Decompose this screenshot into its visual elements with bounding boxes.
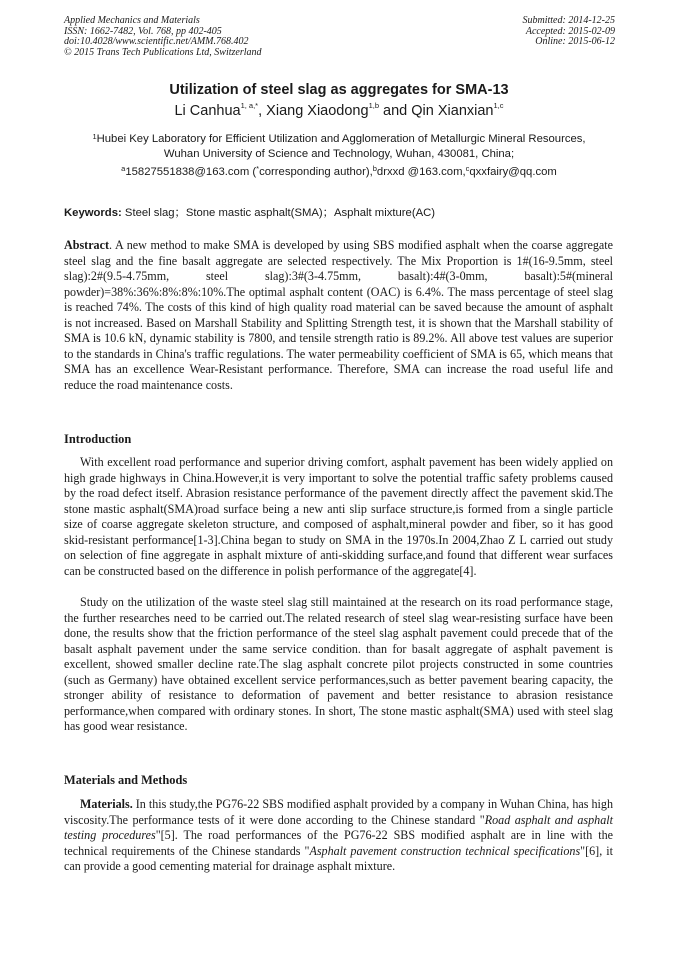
- journal-issn: ISSN: 1662-7482, Vol. 768, pp 402-405: [64, 25, 222, 37]
- abstract-text: . A new method to make SMA is developed by using SBS modified asphalt when the coarse aggregate steel slag and the fine basalt aggregate are selected respectively. The Mix Proportion is 1#(16-9.5mm, steel slag):2#(9.5-4.75mm, steel slag):3#(3-4.75mm, basalt):4#(3-0mm, basalt):5#(mineral powder)=38%:36%:8%:8%:10%.The optimal asphalt content (OAC) is 6.4%. The mass percentage of steel slag is reached 74%. The costs of this kind of high quality road material can be saved because the amount of asphalt is not increased. Based on Marshall Stability and Splitting Strength test, it is shown that the Marshall stability of SMA is 10.6 kN, dynamic stability is 7800, and tensile strength ratio is 89.2%. All above test values are superior to the standards in China's traffic regulations. The water permeability coefficient of SMA is 65, which means that SMA has an excellence Wear-Resistant performance. Therefore, SMA can increase the road useful life and reduce the road maintenance costs.: [64, 238, 613, 392]
- submission-dates: [395, 16, 615, 48]
- materials-label: Materials.: [80, 797, 133, 811]
- standard-title: Asphalt pavement construction technical specifications: [309, 843, 581, 858]
- submitted-date: Submitted: 2014-12-25: [522, 15, 615, 26]
- journal-name: Applied Mechanics and Materials: [64, 15, 200, 26]
- email-b: drxxd @163.com,: [376, 166, 466, 178]
- journal-info: [64, 16, 384, 58]
- affiliation-line: Wuhan University of Science and Technology, Wuhan, 430081, China;: [163, 147, 515, 160]
- author-emails: $^a$15827551838@163.com (*corresponding author),$^b$drxxd @163.com,$^c$qxxfairy@qq.com: [121, 164, 557, 178]
- introduction-paragraph-2: Study on the utilization of the waste steel slag still maintained at the research on its road performance stage, the further researches need to be carried out.The related research of steel slag wear-resisting surface have been done, the results show that the friction performance of the steel slag asphalt pavement could precede that of the basalt asphalt pavement under the same service condition. than for basalt aggregate of asphalt pavement is excellent, showed smaller decline rate.The slag asphalt concrete pilot projects constructed in some countries (such as Germany) have obtained excellent service performances,such as better pavement bearing capacity, the stronger ability of resistance to deformation of pavement and better resistance to abrasion resistance performance,when compared with ordinary stones. In short, The stone mastic asphalt(SMA) used with steel slag has good wear resistance.: [64, 595, 613, 733]
- author-separator: and: [379, 103, 412, 119]
- introduction-paragraph-1: With excellent road performance and superior driving comfort, asphalt pavement has been widely applied on high grade highways in China.However,it is very important to solve the potential traffic safety problems caused by the road defect itself. Abrasion resistance performance of the pavement directly affect the pavement skid.The stone mastic asphalt(SMA)road surface being a new anti slip surface structure,is formed from a single particle size of coarse aggregate skeleton structure, and composed of asphalt,mineral powder and fiber, so it has good skid-resistant performance[1-3].China began to study on SMA in the 1970s.In 2004,Zhao Z L carried out study on selection of fine aggregate in asphalt mixture of anti-skidding surface,and found that different wear surfaces can be constructed based on the difference in polish performance of the aggregate[4].: [64, 455, 613, 578]
- paper-title: Utilization of steel slag as aggregates for SMA-13: [169, 82, 509, 98]
- journal-doi: doi:10.4028/www.scientific.net/AMM.768.402: [64, 36, 249, 48]
- affiliation-line: $^1$Hubei Key Laboratory for Efficient Utilization and Agglomeration of Metallurgic Mineral Resources,: [92, 132, 586, 145]
- keywords-text: Steel slag；Stone mastic asphalt(SMA)；Asphalt mixture(AC): [121, 207, 436, 219]
- abstract: [64, 238, 613, 393]
- author-list: [30, 103, 648, 119]
- author-affiliation-mark: 1,b: [368, 101, 380, 110]
- accepted-date: Accepted: 2015-02-09: [525, 25, 615, 37]
- keywords-label: Keywords:: [64, 207, 122, 219]
- materials-paragraph: Materials. In this study,the PG76-22 SBS modified asphalt provided by a company in Wuhan China, has high viscosity.The performance tests of it were done according to the Chinese standard "Road asphalt and asphalt testing procedures"[5]. The road performances of the PG76-22 SBS modified asphalt are in line with the technical requirements of the Chinese standards "Asphalt pavement construction technical specifications"[6], it can provide a good cementing material for drainage asphalt mixture.: [64, 797, 614, 873]
- online-date: Online: 2015-06-12: [535, 36, 615, 48]
- affiliation: [40, 132, 638, 161]
- author-affiliation-mark: 1,c: [493, 101, 504, 110]
- author-name: Qin Xianxian: [411, 103, 494, 119]
- author-affiliation-mark: 1, a,*: [240, 101, 259, 110]
- keywords: [64, 204, 624, 220]
- abstract-label: Abstract: [64, 238, 110, 252]
- section-heading-materials: Materials and Methods: [64, 773, 188, 787]
- email-c: qxxfairy@qq.com: [469, 166, 557, 178]
- affiliation-mark: 1: [92, 132, 97, 141]
- email-a: 15827551838@163.com (: [125, 166, 257, 178]
- standard-title: Road asphalt and asphalt testing procedures: [64, 812, 614, 842]
- author-separator: ,: [258, 103, 267, 119]
- journal-copyright: © 2015 Trans Tech Publications Ltd, Switzerland: [64, 46, 262, 58]
- author-name: Xiang Xiaodong: [266, 103, 369, 119]
- section-heading-introduction: Introduction: [64, 432, 132, 446]
- author-name: Li Canhua: [174, 103, 241, 119]
